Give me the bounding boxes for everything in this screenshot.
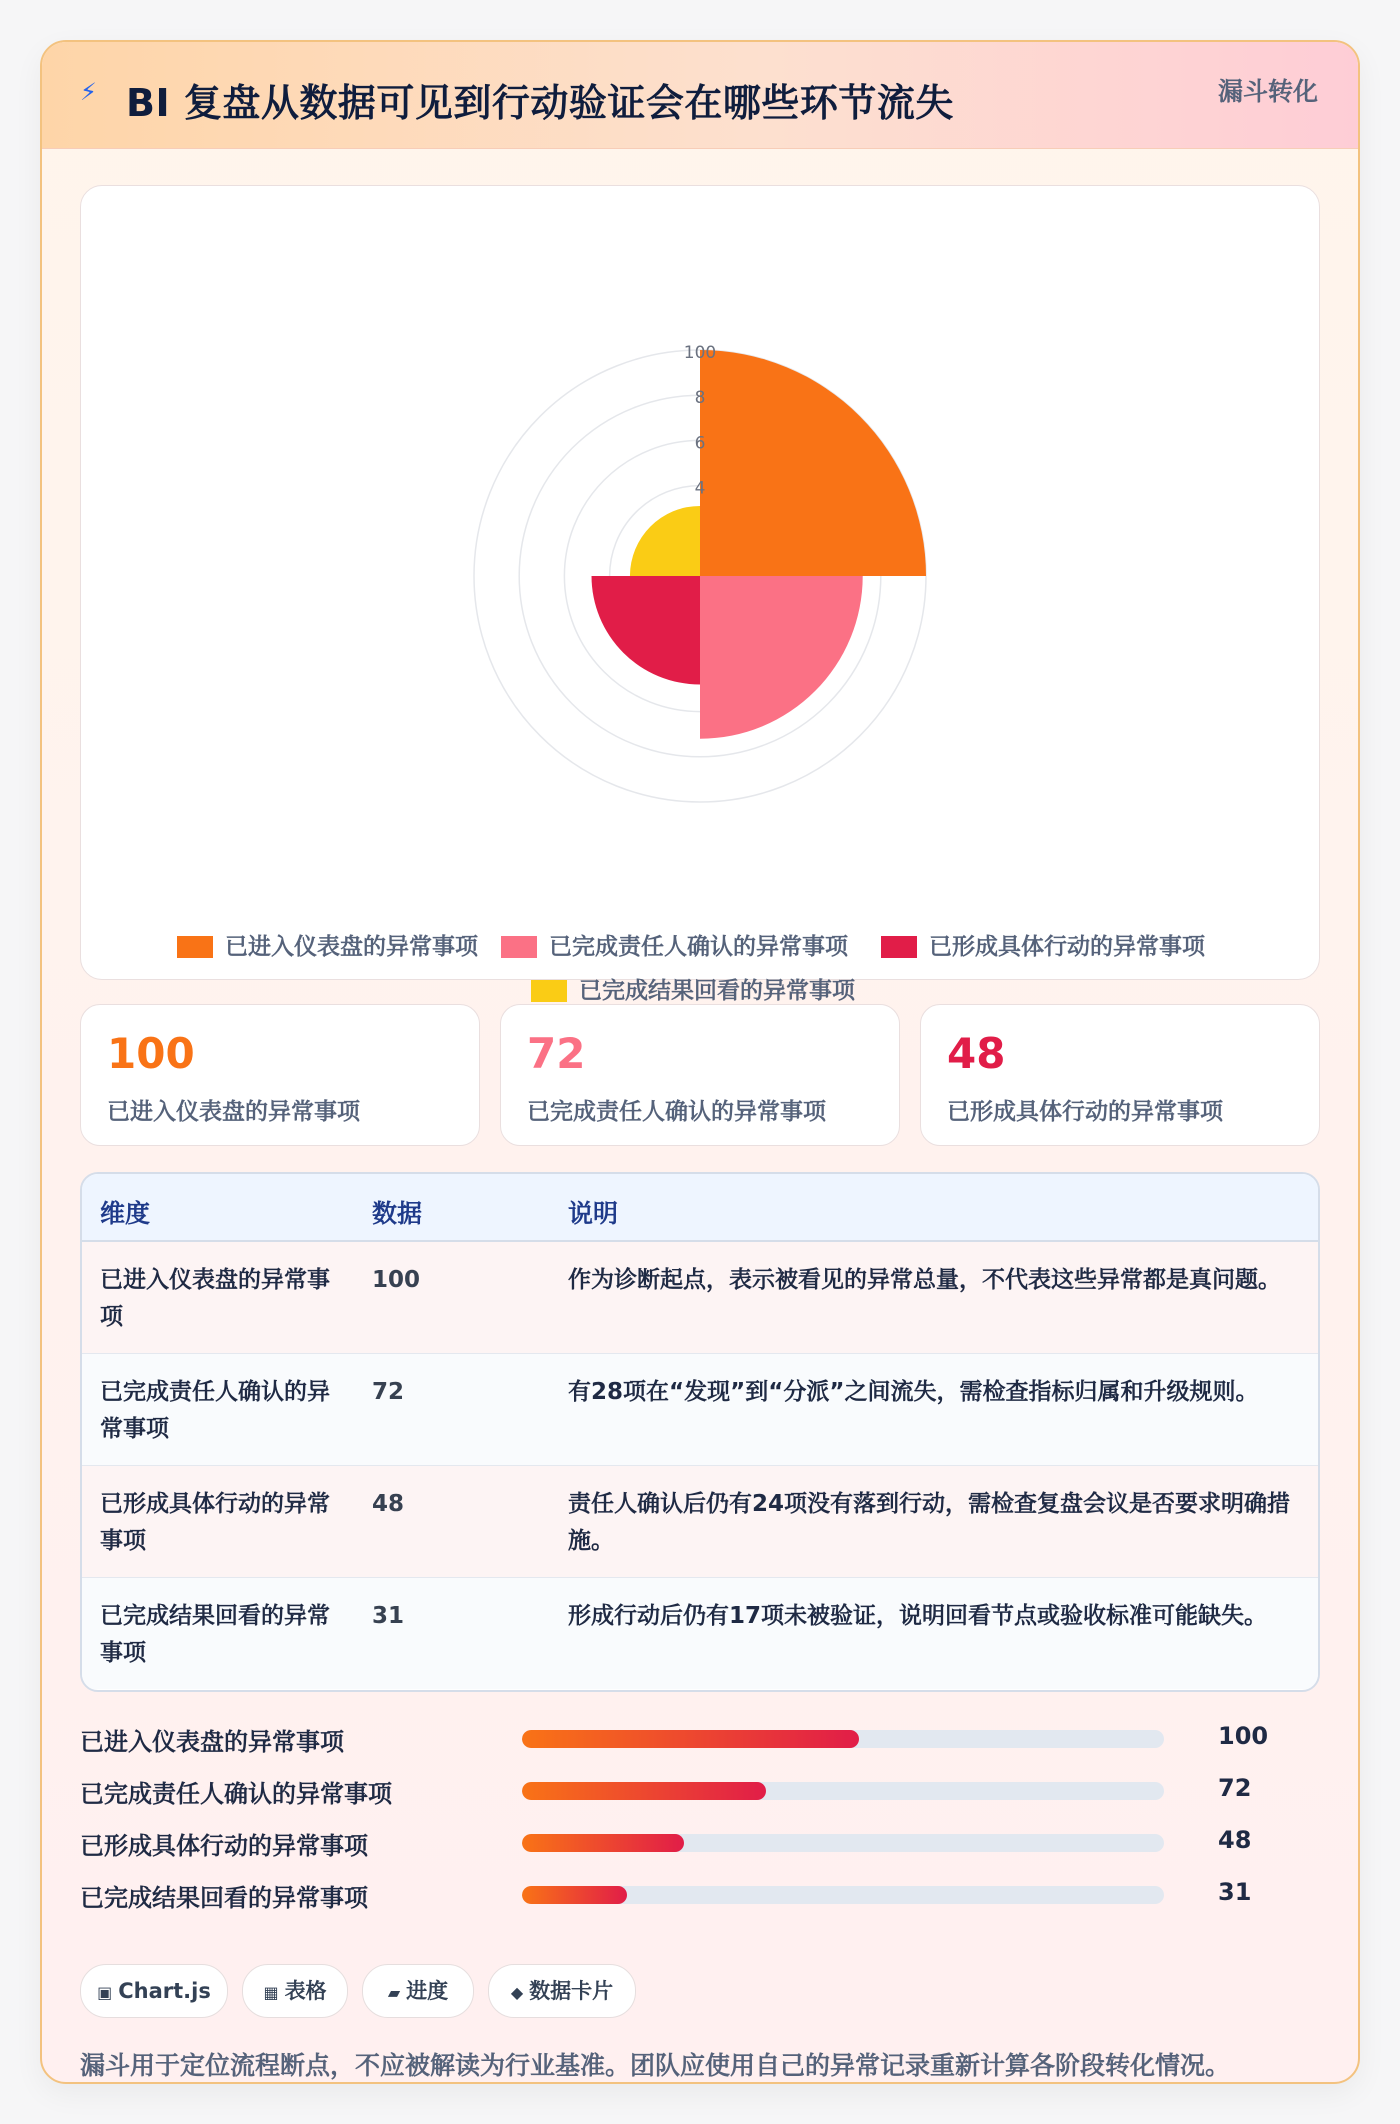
kpi-label: 已进入仪表盘的异常事项 — [107, 1099, 360, 1125]
card-header — [42, 42, 1358, 149]
chip-progress[interactable] — [362, 1964, 474, 2018]
lightning-icon: ⚡ — [80, 78, 97, 106]
radial-tick-label: 100 — [683, 343, 717, 363]
progress-value: 48 — [1218, 1826, 1252, 1854]
progress-row — [80, 1874, 1280, 1914]
progress-label: 已完成结果回看的异常事项 — [80, 1884, 368, 1912]
kpi-card-confirmed — [500, 1004, 900, 1146]
table-row — [82, 1242, 1318, 1354]
kpi-label: 已形成具体行动的异常事项 — [947, 1099, 1223, 1125]
polar-wedge — [630, 506, 700, 576]
radial-tick-label: 8 — [694, 388, 706, 409]
cell-dimension: 已形成具体行动的异常事项 — [100, 1491, 330, 1554]
legend-label: 已完成结果回看的异常事项 — [579, 978, 855, 1004]
data-table — [80, 1172, 1320, 1692]
progress-fill — [522, 1782, 766, 1800]
progress-track — [522, 1834, 1164, 1852]
chip-label: Chart.js — [118, 1979, 211, 2003]
cell-description: 有28项在“发现”到“分派”之间流失，需检查指标归属和升级规则。 — [568, 1379, 1259, 1405]
cell-dimension: 已完成责任人确认的异常事项 — [100, 1379, 330, 1442]
chip-data-card[interactable] — [488, 1964, 636, 2018]
legend-item[interactable] — [177, 928, 478, 961]
kpi-value: 72 — [527, 1029, 586, 1078]
progress-fill — [522, 1886, 627, 1904]
progress-label: 已形成具体行动的异常事项 — [80, 1832, 368, 1860]
progress-value: 31 — [1218, 1878, 1252, 1906]
progress-label: 已完成责任人确认的异常事项 — [80, 1780, 392, 1808]
legend-item[interactable] — [501, 928, 848, 961]
progress-value: 72 — [1218, 1774, 1252, 1802]
legend-item[interactable] — [531, 972, 855, 1005]
table-row — [82, 1578, 1318, 1689]
legend-swatch — [501, 936, 537, 958]
table-icon: ▦ — [263, 1983, 279, 2002]
progress-row — [80, 1770, 1280, 1810]
cell-description: 责任人确认后仍有24项没有落到行动，需检查复盘会议是否要求明确措施。 — [568, 1491, 1291, 1554]
polar-chart-svg — [81, 186, 1319, 979]
progress-row — [80, 1822, 1280, 1862]
cell-dimension: 已完成结果回看的异常事项 — [100, 1603, 330, 1666]
kpi-value: 48 — [947, 1029, 1006, 1078]
progress-icon: ▰ — [387, 1983, 401, 2002]
progress-row — [80, 1718, 1280, 1758]
legend-label: 已进入仪表盘的异常事项 — [225, 934, 478, 960]
page-title: BI 复盘从数据可见到行动验证会在哪些环节流失 — [126, 81, 954, 125]
table-row — [82, 1466, 1318, 1578]
header-dimension: 维度 — [100, 1199, 151, 1228]
legend-swatch — [881, 936, 917, 958]
progress-track — [522, 1782, 1164, 1800]
chart-icon: ▣ — [97, 1983, 113, 2002]
chip-label: 表格 — [284, 1979, 327, 2003]
polar-wedge — [592, 576, 700, 684]
cell-value: 100 — [372, 1267, 421, 1293]
polar-wedge — [700, 576, 863, 739]
kpi-value: 100 — [107, 1029, 195, 1078]
progress-value: 100 — [1218, 1722, 1269, 1750]
progress-fill — [522, 1834, 684, 1852]
progress-track — [522, 1730, 1164, 1748]
progress-fill — [522, 1730, 859, 1748]
legend-swatch — [531, 980, 567, 1002]
legend-label: 已形成具体行动的异常事项 — [929, 934, 1205, 960]
kpi-card-dashboard — [80, 1004, 480, 1146]
cell-description: 形成行动后仍有17项未被验证，说明回看节点或验收标准可能缺失。 — [568, 1603, 1268, 1629]
category-tag: 漏斗转化 — [1217, 77, 1318, 106]
progress-label: 已进入仪表盘的异常事项 — [80, 1728, 344, 1756]
footnote: 漏斗用于定位流程断点，不应被解读为行业基准。团队应使用自己的异常记录重新计算各阶段转化情况。 — [80, 2051, 1231, 2080]
cell-value: 72 — [372, 1379, 405, 1405]
header-data: 数据 — [372, 1199, 423, 1228]
radial-tick-label: 6 — [694, 433, 706, 454]
progress-track — [522, 1886, 1164, 1904]
chip-chartjs[interactable] — [80, 1964, 228, 2018]
table-header — [82, 1174, 1318, 1242]
legend-swatch — [177, 936, 213, 958]
chip-label: 进度 — [406, 1979, 449, 2003]
cell-dimension: 已进入仪表盘的异常事项 — [100, 1267, 330, 1330]
legend-item[interactable] — [881, 928, 1205, 961]
radial-tick-label: 4 — [694, 478, 706, 499]
header-description: 说明 — [568, 1199, 619, 1228]
cell-value: 31 — [372, 1603, 405, 1629]
diamond-icon: ◆ — [510, 1983, 524, 2002]
cell-value: 48 — [372, 1491, 405, 1517]
cell-description: 作为诊断起点，表示被看见的异常总量，不代表这些异常都是真问题。 — [568, 1267, 1281, 1293]
chip-label: 数据卡片 — [529, 1979, 614, 2003]
table-row — [82, 1354, 1318, 1466]
chip-table[interactable] — [242, 1964, 348, 2018]
report-card — [40, 40, 1360, 2084]
legend-label: 已完成责任人确认的异常事项 — [549, 934, 848, 960]
polar-wedge — [700, 350, 926, 576]
kpi-card-action — [920, 1004, 1320, 1146]
kpi-label: 已完成责任人确认的异常事项 — [527, 1099, 826, 1125]
polar-chart — [80, 185, 1320, 1004]
